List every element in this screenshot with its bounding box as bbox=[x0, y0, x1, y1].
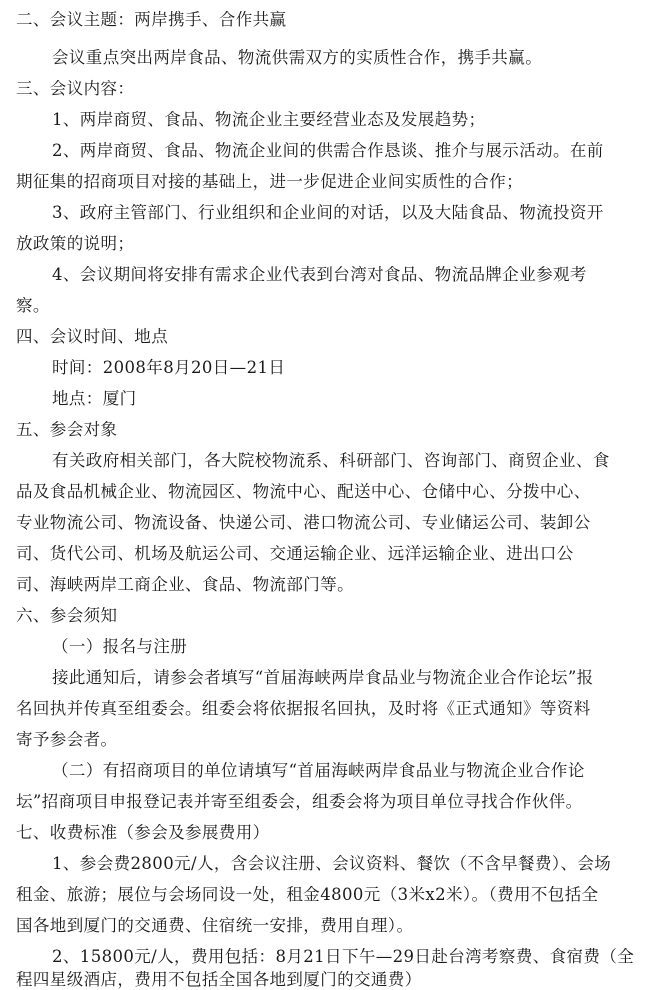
subheading-registration: （一）报名与注册 bbox=[52, 637, 188, 656]
paragraph-line: 有关政府相关部门，各大院校物流系、科研部门、咨询部门、商贸企业、食 bbox=[52, 451, 610, 470]
meeting-place: 地点：厦门 bbox=[52, 389, 137, 408]
paragraph-line: 寄予参会者。 bbox=[16, 730, 118, 749]
paragraph-line: 司、海峡两岸工商企业、食品、物流部门等。 bbox=[16, 575, 354, 594]
paragraph-line: 租金、旅游；展位与会场同设一处，租金4800元（3米x2米）。（费用不包括全 bbox=[16, 885, 599, 904]
heading-notes: 六、参会须知 bbox=[16, 606, 118, 625]
paragraph-line: 接此通知后，请参会者填写“首届海峡两岸食品业与物流企业合作论坛”报 bbox=[52, 668, 594, 687]
list-item-line: 3、政府主管部门、行业组织和企业间的对话，以及大陆食品、物流投资开 bbox=[52, 203, 604, 222]
paragraph-line: （二）有招商项目的单位请填写“首届海峡两岸食品业与物流企业合作论 bbox=[52, 761, 585, 780]
list-item-line: 2、两岸商贸、食品、物流企业间的供需合作恳谈、推介与展示活动。在前 bbox=[52, 141, 604, 160]
list-item-line: 1、两岸商贸、食品、物流企业主要经营业态及发展趋势； bbox=[52, 110, 486, 129]
heading-attendees: 五、参会对象 bbox=[16, 420, 118, 439]
heading-time-place: 四、会议时间、地点 bbox=[16, 327, 169, 346]
paragraph-line: 会议重点突出两岸食品、物流供需双方的实质性合作，携手共赢。 bbox=[52, 48, 543, 67]
heading-theme: 二、会议主题：两岸携手、合作共赢 bbox=[16, 10, 287, 29]
paragraph-line: 2、15800元/人，费用包括：8月21日下午—29日赴台湾考察费、食宿费（全 bbox=[52, 947, 635, 966]
paragraph-line: 程四星级酒店，费用不包括全国各地到厦门的交通费） bbox=[16, 970, 422, 989]
list-item-line: 4、会议期间将安排有需求企业代表到台湾对食品、物流品牌企业参观考 bbox=[52, 265, 587, 284]
heading-fees: 七、收费标准（参会及参展费用） bbox=[16, 823, 270, 842]
paragraph-line: 品及食品机械企业、物流园区、物流中心、配送中心、仓储中心、分拨中心、 bbox=[16, 482, 591, 501]
paragraph-line: 坛”招商项目申报登记表并寄至组委会，组委会将为项目单位寻找合作伙伴。 bbox=[16, 792, 583, 811]
list-item-line: 察。 bbox=[16, 296, 50, 315]
paragraph-line: 专业物流公司、物流设备、快递公司、港口物流公司、专业储运公司、装卸公 bbox=[16, 513, 591, 532]
paragraph-line: 国各地到厦门的交通费、住宿统一安排，费用自理）。 bbox=[16, 916, 414, 935]
heading-content: 三、会议内容： bbox=[16, 79, 135, 98]
meeting-time: 时间：2008年8月20日—21日 bbox=[52, 358, 286, 377]
list-item-line: 期征集的招商项目对接的基础上，进一步促进企业间实质性的合作； bbox=[16, 172, 523, 191]
paragraph-line: 1、参会费2800元/人，含会议注册、会议资料、餐饮（不含早餐费）、会场 bbox=[52, 854, 612, 873]
paragraph-line: 名回执并传真至组委会。组委会将依据报名回执，及时将《正式通知》等资料 bbox=[16, 699, 591, 718]
list-item-line: 放政策的说明； bbox=[16, 234, 135, 253]
paragraph-line: 司、货代公司、机场及航运公司、交通运输企业、远洋运输企业、进出口公 bbox=[16, 544, 574, 563]
